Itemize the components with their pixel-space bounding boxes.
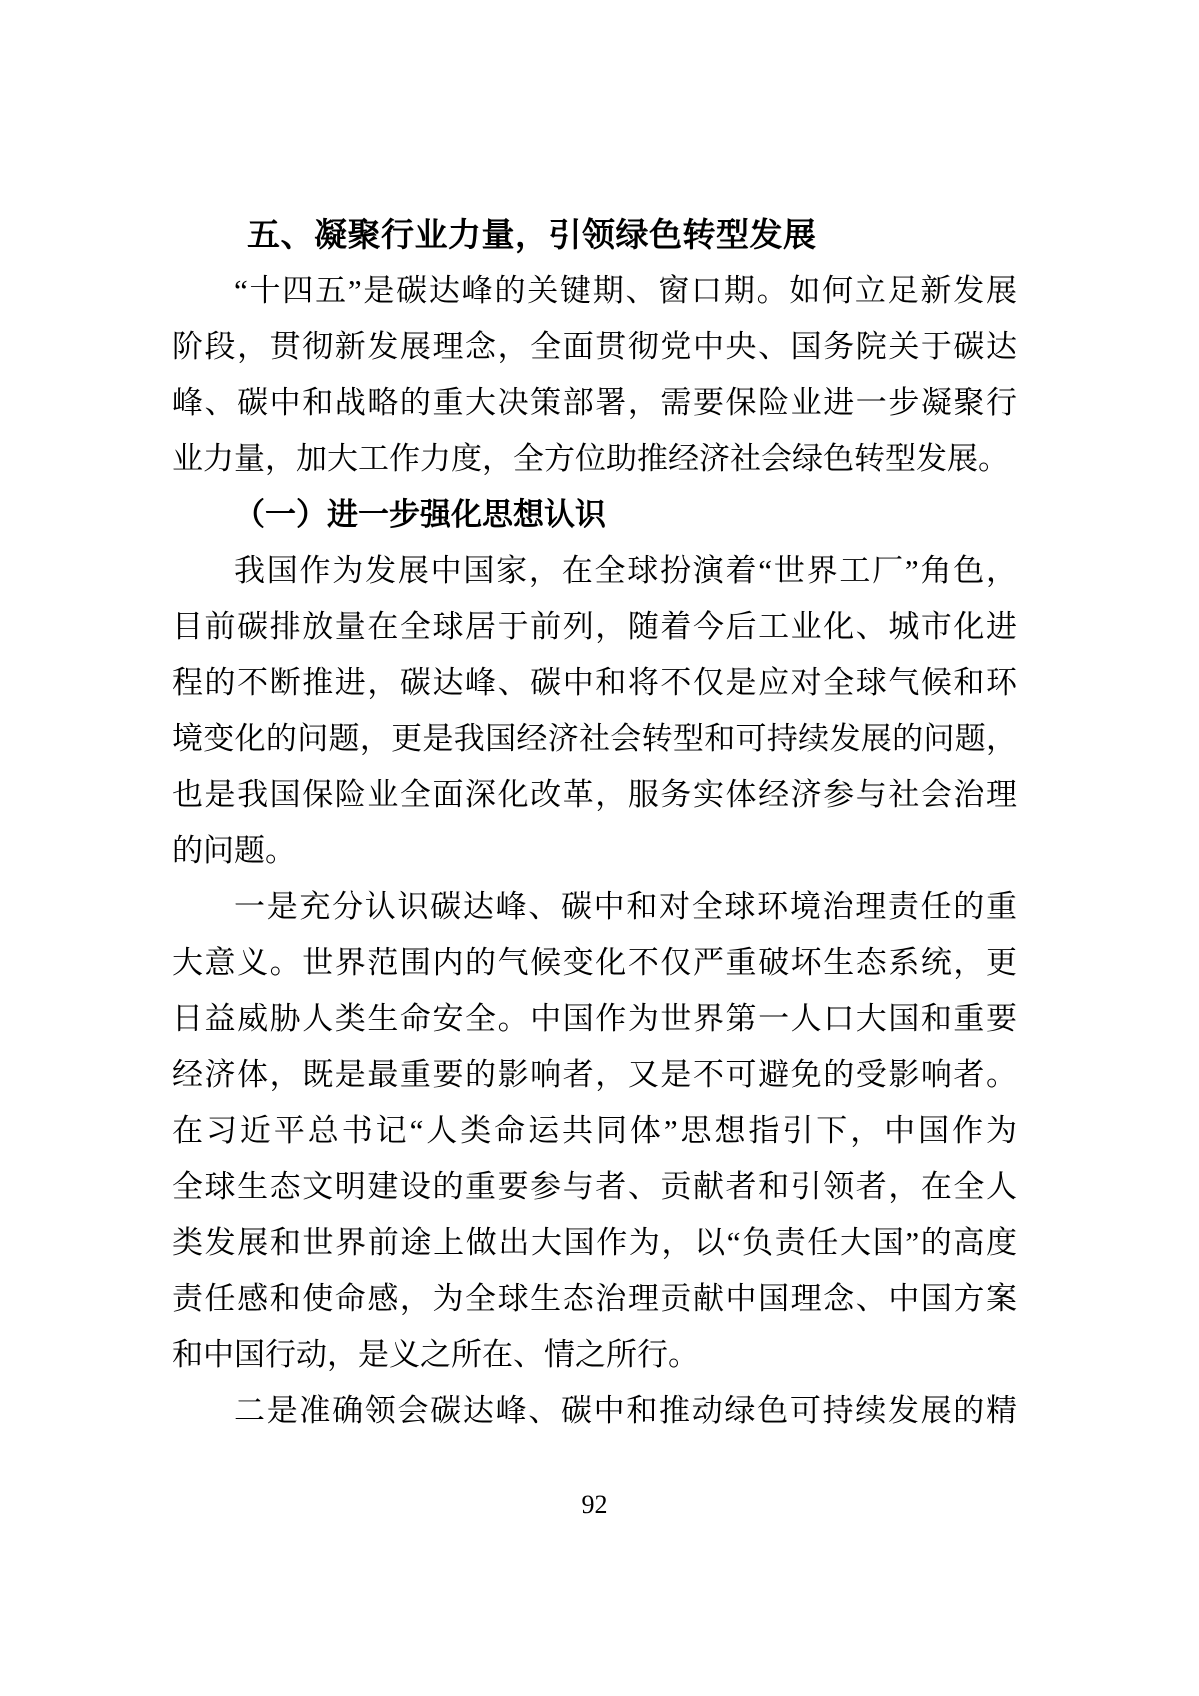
paragraph-line: 阶段，贯彻新发展理念，全面贯彻党中央、国务院关于碳达 (172, 329, 1017, 364)
paragraph-line: 的问题。 (172, 833, 296, 868)
section-heading: 五、凝聚行业力量，引领绿色转型发展 (247, 216, 817, 253)
subsection-heading: （一）进一步强化思想认识 (234, 497, 606, 532)
paragraph-line: 业力量，加大工作力度，全方位助推经济社会绿色转型发展。 (172, 441, 1009, 476)
page-number: 92 (581, 1490, 608, 1519)
page-content (172, 207, 1017, 1439)
paragraph-line: 类发展和世界前途上做出大国作为，以“负责任大国”的高度 (172, 1225, 1017, 1260)
paragraph-line: 在习近平总书记“人类命运共同体”思想指引下，中国作为 (172, 1113, 1017, 1148)
paragraph-line: 程的不断推进，碳达峰、碳中和将不仅是应对全球气候和环 (172, 665, 1017, 700)
paragraph-line: “十四五”是碳达峰的关键期、窗口期。如何立足新发展 (234, 273, 1017, 308)
paragraph-line: 也是我国保险业全面深化改革，服务实体经济参与社会治理 (172, 777, 1017, 812)
paragraph-line: 大意义。世界范围内的气候变化不仅严重破坏生态系统，更 (172, 945, 1017, 980)
paragraph-line: 峰、碳中和战略的重大决策部署，需要保险业进一步凝聚行 (172, 385, 1017, 420)
paragraph-line: 境变化的问题，更是我国经济社会转型和可持续发展的问题， (172, 721, 1017, 756)
paragraph-line: 日益威胁人类生命安全。中国作为世界第一人口大国和重要 (172, 1001, 1017, 1036)
paragraph-line: 经济体，既是最重要的影响者，又是不可避免的受影响者。 (172, 1057, 1017, 1092)
paragraph-line: 责任感和使命感，为全球生态治理贡献中国理念、中国方案 (172, 1281, 1017, 1316)
paragraph-line: 一是充分认识碳达峰、碳中和对全球环境治理责任的重 (234, 889, 1017, 924)
paragraph-line: 目前碳排放量在全球居于前列，随着今后工业化、城市化进 (172, 609, 1017, 644)
paragraph-line: 我国作为发展中国家，在全球扮演着“世界工厂”角色， (234, 553, 1017, 588)
paragraph-line: 和中国行动，是义之所在、情之所行。 (172, 1337, 699, 1372)
paragraph-line: 全球生态文明建设的重要参与者、贡献者和引领者，在全人 (172, 1169, 1017, 1204)
paragraph-line: 二是准确领会碳达峰、碳中和推动绿色可持续发展的精 (234, 1393, 1017, 1428)
